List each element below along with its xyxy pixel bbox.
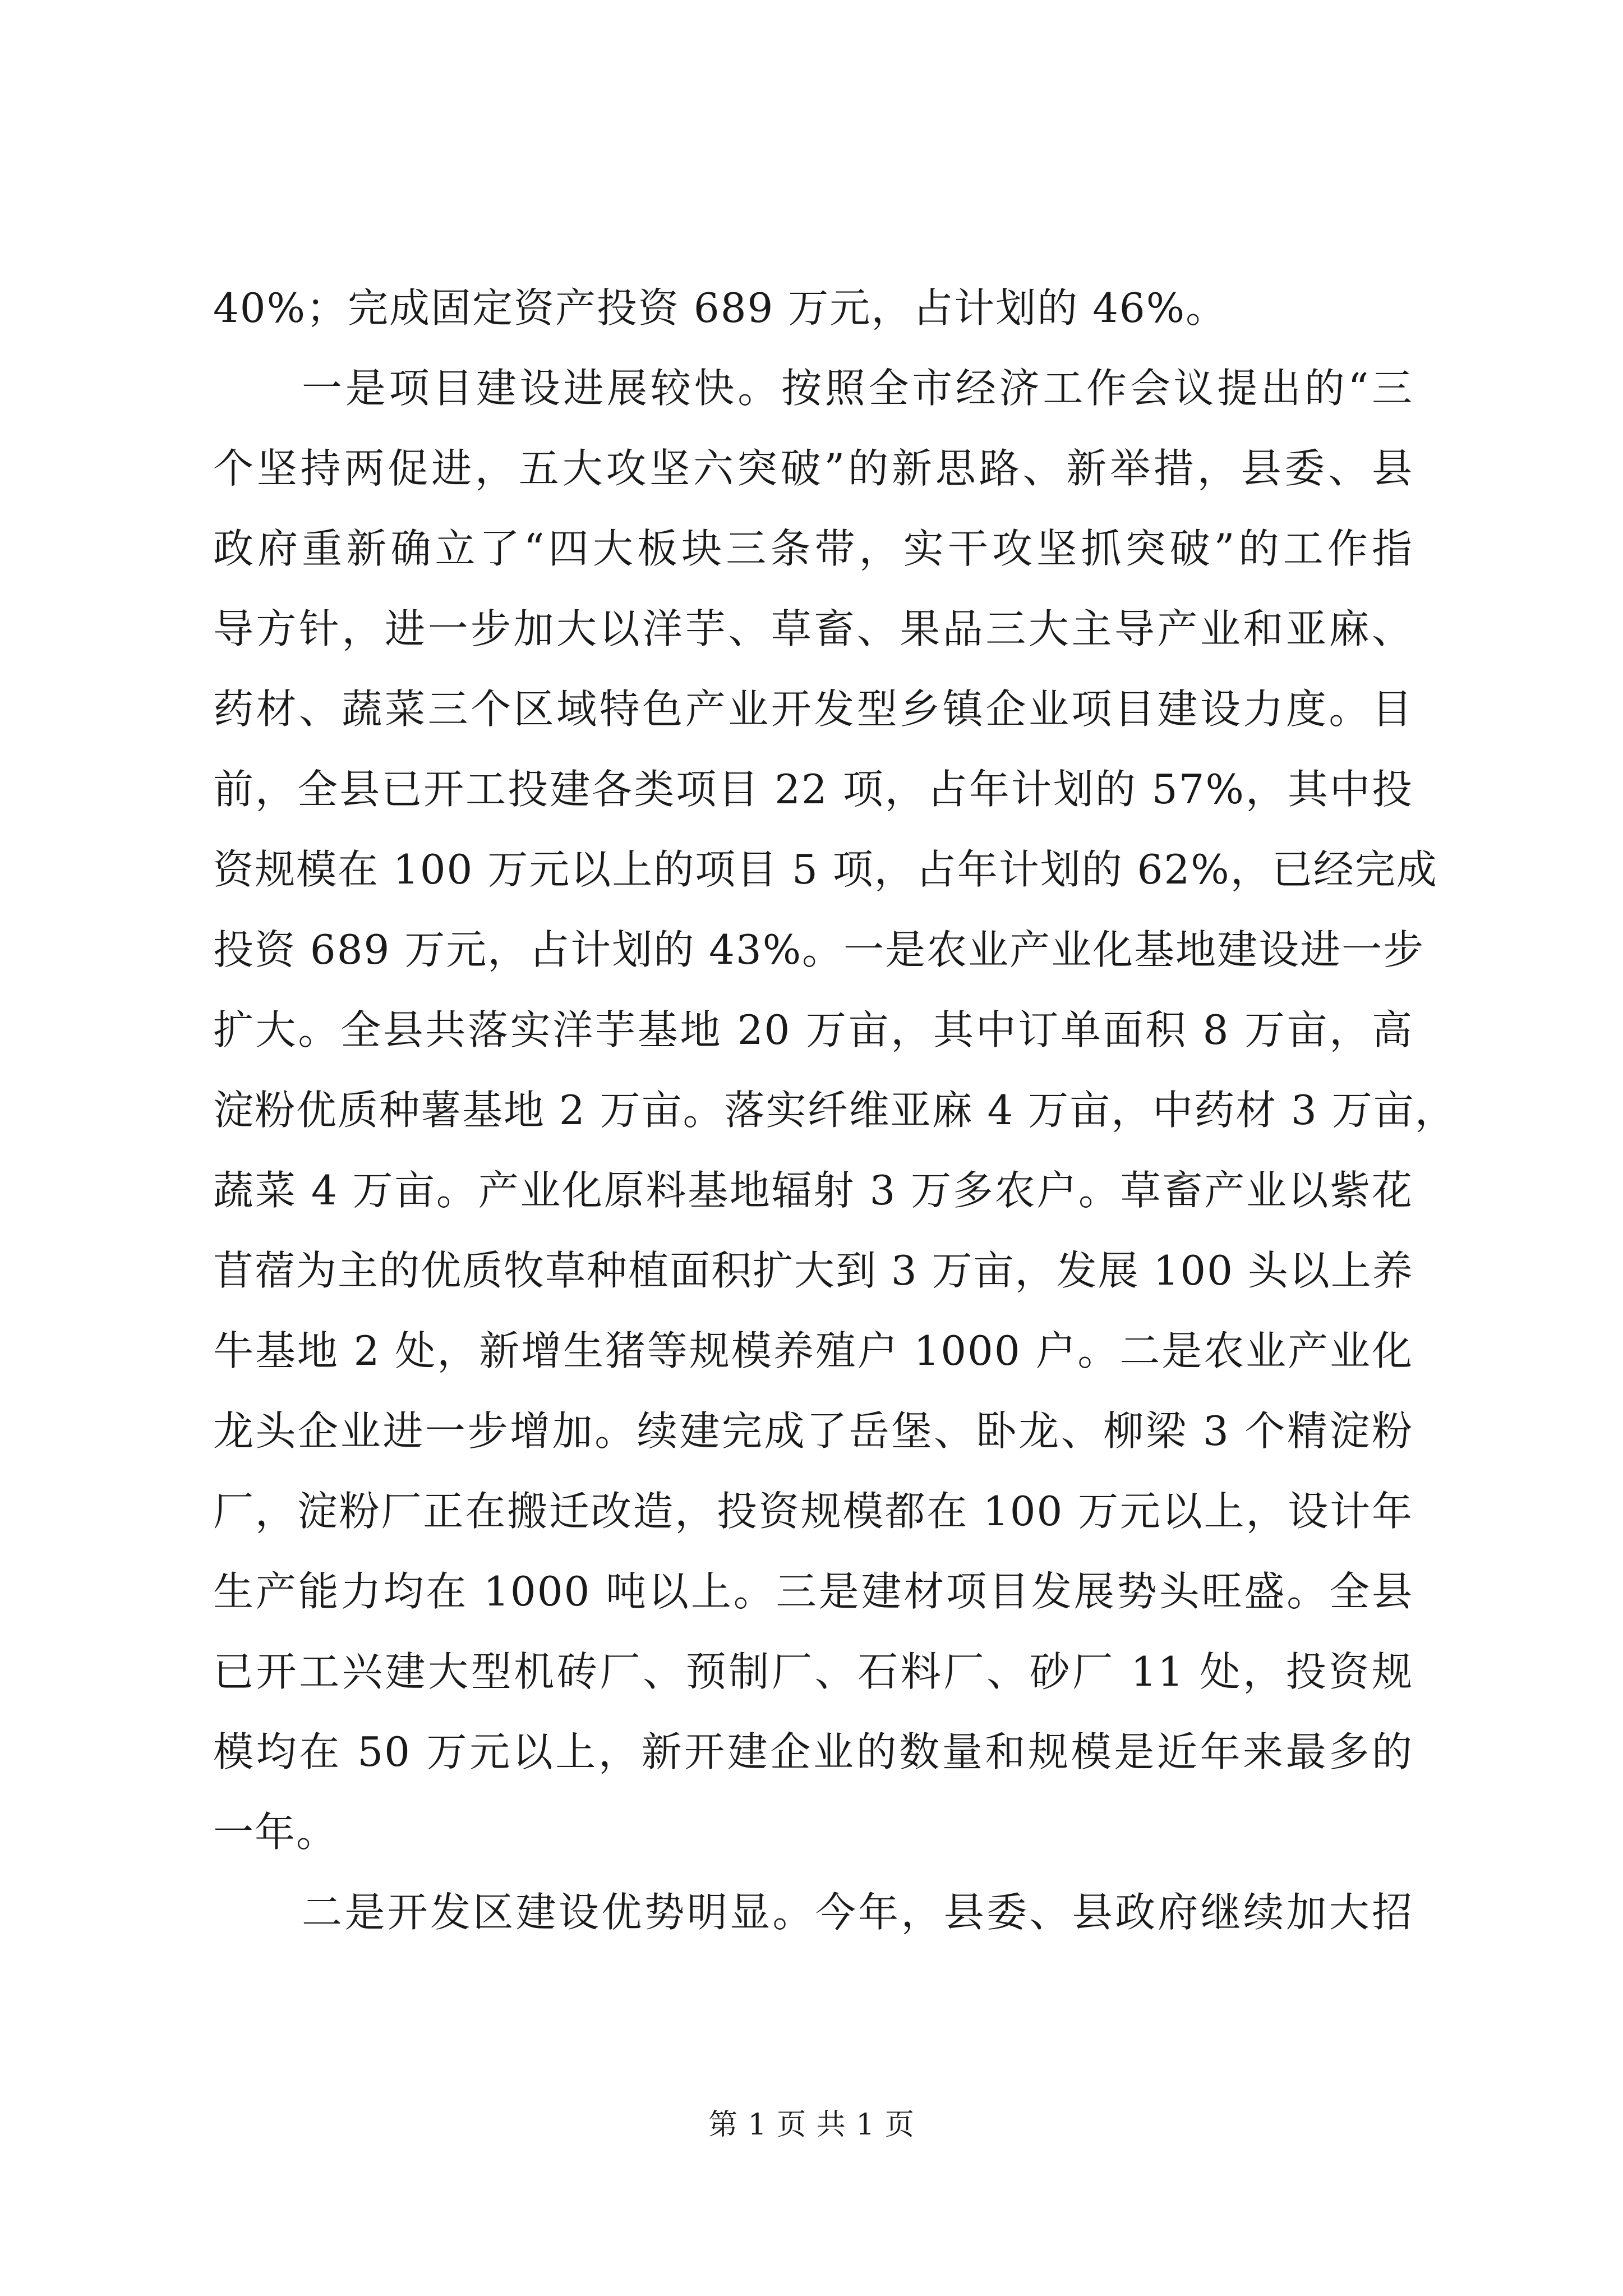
page-number-label: 第 1 页 共 1 页 [708, 2108, 915, 2142]
paragraph-2-line-8: 投资 689 万元，占计划的 43%。一是农业产业化基地建设进一步 [213, 926, 1425, 973]
paragraph-2-line-5: 药材、蔬菜三个区域特色产业开发型乡镇企业项目建设力度。目 [213, 685, 1413, 733]
paragraph-2-line-2: 个坚持两促进，五大攻坚六突破”的新思路、新举措，县委、县 [213, 445, 1413, 492]
paragraph-2-line-19: 一年。 [213, 1809, 338, 1856]
paragraph-2-line-3: 政府重新确立了“四大板块三条带，实干攻坚抓突破”的工作指 [213, 525, 1413, 572]
paragraph-2-line-1: 一是项目建设进展较快。按照全市经济工作会议提出的“三 [302, 365, 1413, 412]
paragraph-2-line-4: 导方针，进一步加大以洋芋、草畜、果品三大主导产业和亚麻、 [213, 605, 1413, 652]
paragraph-2-line-14: 龙头企业进一步增加。续建完成了岳堡、卧龙、柳梁 3 个精淀粉 [213, 1407, 1413, 1455]
paragraph-2-line-10: 淀粉优质种薯基地 2 万亩。落实纤维亚麻 4 万亩，中药材 3 万亩， [213, 1087, 1456, 1134]
paragraph-2-line-11: 蔬菜 4 万亩。产业化原料基地辐射 3 万多农户。草畜产业以紫花 [213, 1167, 1413, 1214]
paragraph-2-line-16: 生产能力均在 1000 吨以上。三是建材项目发展势头旺盛。全县 [213, 1568, 1413, 1615]
paragraph-2-line-15: 厂，淀粉厂正在搬迁改造，投资规模都在 100 万元以上，设计年 [213, 1488, 1413, 1535]
paragraph-2-line-9: 扩大。全县共落实洋芋基地 20 万亩，其中订单面积 8 万亩，高 [213, 1006, 1413, 1053]
paragraph-2-line-13: 牛基地 2 处，新增生猪等规模养殖户 1000 户。二是农业产业化 [213, 1327, 1413, 1374]
paragraph-2-line-7: 资规模在 100 万元以上的项目 5 项，占年计划的 62%，已经完成 [213, 846, 1438, 893]
paragraph-1-line-1: 40%；完成固定资产投资 689 万元，占计划的 46%。 [213, 284, 1228, 332]
page-footer [0, 2102, 1623, 2147]
paragraph-2-line-6: 前，全县已开工投建各类项目 22 项，占年计划的 57%，其中投 [213, 766, 1413, 813]
paragraph-2-line-12: 苜蓿为主的优质牧草种植面积扩大到 3 万亩，发展 100 头以上养 [213, 1247, 1414, 1294]
paragraph-2-line-17: 已开工兴建大型机砖厂、预制厂、石料厂、砂厂 11 处，投资规 [213, 1648, 1413, 1695]
paragraph-3-line-1: 二是开发区建设优势明显。今年，县委、县政府继续加大招 [302, 1889, 1413, 1936]
document-body [213, 268, 1456, 1953]
paragraph-2-line-18: 模均在 50 万元以上，新开建企业的数量和规模是近年来最多的 [213, 1728, 1413, 1775]
